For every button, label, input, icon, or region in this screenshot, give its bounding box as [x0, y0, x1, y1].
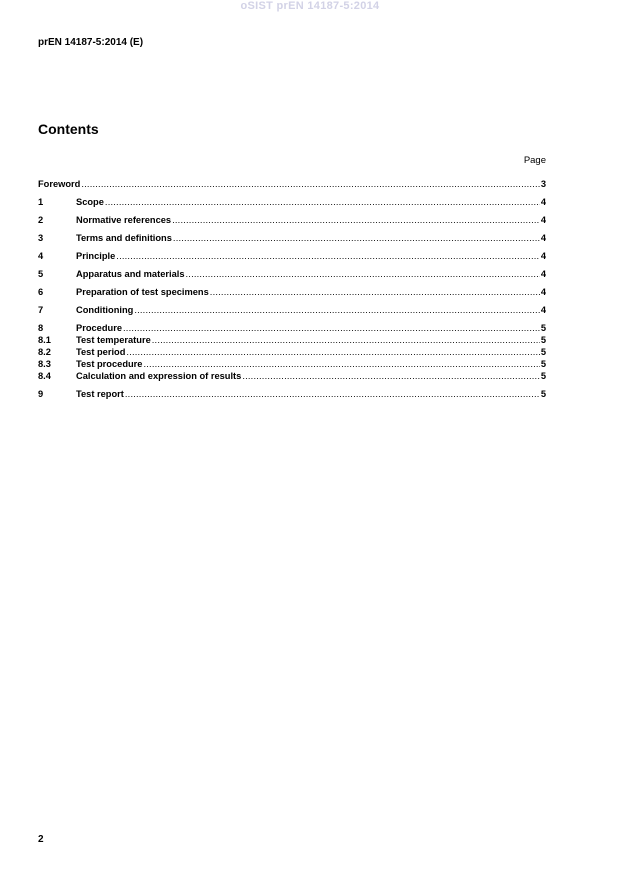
toc-entry-page: 4: [540, 269, 546, 279]
toc-entry-scope[interactable]: [38, 197, 546, 208]
toc-leader-dots: [105, 197, 540, 208]
toc-entry-title: Apparatus and materials: [76, 269, 185, 279]
toc-entry-page: 4: [540, 305, 546, 315]
toc-entry-page: 4: [540, 197, 546, 207]
toc-entry-page: 5: [540, 335, 546, 345]
toc-leader-dots: [242, 371, 540, 382]
toc-entry-page: 5: [540, 359, 546, 369]
toc-entry-number: 2: [38, 215, 44, 225]
toc-entry-title: Procedure: [76, 323, 122, 333]
toc-entry-number: 8.2: [38, 347, 51, 357]
toc-leader-dots: [126, 347, 539, 358]
toc-entry-foreword[interactable]: [38, 179, 546, 190]
toc-entry-page: 4: [540, 251, 546, 261]
toc-entry-terms-and-definitions[interactable]: [38, 233, 546, 244]
toc-entry-page: 5: [540, 371, 546, 381]
toc-leader-dots: [81, 179, 539, 190]
toc-entry-calculation-and-expression-of-results[interactable]: [38, 371, 546, 382]
contents-heading: Contents: [38, 121, 99, 137]
toc-entry-title: Preparation of test specimens: [76, 287, 209, 297]
toc-entry-number: 9: [38, 389, 44, 399]
toc-entry-principle[interactable]: [38, 251, 546, 262]
toc-entry-title: Terms and definitions: [76, 233, 172, 243]
toc-leader-dots: [125, 389, 540, 400]
toc-entry-number: 8.4: [38, 371, 51, 381]
toc-entry-title: Normative references: [76, 215, 172, 225]
toc-entry-test-report[interactable]: [38, 389, 546, 400]
toc-entry-title: Conditioning: [76, 305, 134, 315]
toc-entry-number: 8.1: [38, 335, 51, 345]
toc-entry-title: Calculation and expression of results: [76, 371, 242, 381]
toc-entry-number: 3: [38, 233, 44, 243]
toc-entry-title: Test period: [76, 347, 126, 357]
page-column-label: Page: [523, 155, 546, 166]
toc-entry-title: Principle: [76, 251, 116, 261]
toc-entry-apparatus-and-materials[interactable]: [38, 269, 546, 280]
toc-entry-procedure[interactable]: [38, 323, 546, 334]
toc-entry-page: 5: [540, 347, 546, 357]
document-id-header: prEN 14187-5:2014 (E): [38, 37, 144, 48]
toc-leader-dots: [152, 335, 540, 346]
toc-entry-title: Scope: [76, 197, 104, 207]
toc-entry-title: Test procedure: [76, 359, 143, 369]
toc-entry-preparation-of-test-specimens[interactable]: [38, 287, 546, 298]
toc-leader-dots: [172, 215, 540, 226]
toc-entry-test-period[interactable]: [38, 347, 546, 358]
toc-entry-title: Test temperature: [76, 335, 151, 345]
watermark: oSIST prEN 14187-5:2014: [240, 0, 380, 12]
toc-entry-page: 3: [540, 179, 546, 189]
toc-leader-dots: [186, 269, 540, 280]
toc-entry-page: 4: [540, 215, 546, 225]
toc-entry-number: 8: [38, 323, 44, 333]
toc-entry-number: 8.3: [38, 359, 51, 369]
toc-entry-number: 4: [38, 251, 44, 261]
toc-entry-test-temperature[interactable]: [38, 335, 546, 346]
toc-entry-number: 6: [38, 287, 44, 297]
toc-entry-normative-references[interactable]: [38, 215, 546, 226]
toc-entry-test-procedure[interactable]: [38, 359, 546, 370]
toc-entry-page: 4: [540, 287, 546, 297]
toc-leader-dots: [134, 305, 540, 316]
toc-entry-page: 4: [540, 233, 546, 243]
toc-entry-page: 5: [540, 323, 546, 333]
toc-entry-number: 7: [38, 305, 44, 315]
toc-entry-number: 1: [38, 197, 44, 207]
toc-entry-conditioning[interactable]: [38, 305, 546, 316]
table-of-contents: [38, 179, 546, 400]
page-number: 2: [38, 834, 44, 845]
toc-leader-dots: [210, 287, 540, 298]
toc-entry-title: Test report: [76, 389, 124, 399]
toc-leader-dots: [116, 251, 540, 262]
toc-leader-dots: [143, 359, 539, 370]
toc-entry-title: Foreword: [38, 179, 81, 189]
toc-entry-page: 5: [540, 389, 546, 399]
toc-leader-dots: [173, 233, 540, 244]
toc-entry-number: 5: [38, 269, 44, 279]
toc-leader-dots: [123, 323, 540, 334]
